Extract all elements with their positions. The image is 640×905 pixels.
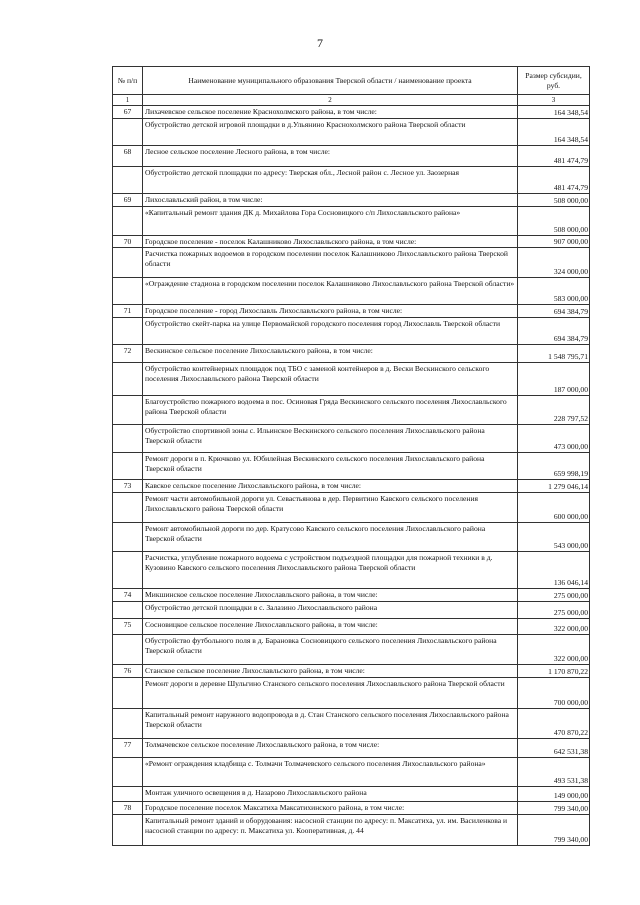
row-number [113, 523, 143, 552]
table-row [113, 318, 590, 345]
row-name: Лихославльский район, в том числе: [143, 194, 518, 207]
row-amount: 1 548 795,71 [518, 345, 590, 363]
table-row [113, 480, 590, 493]
row-name: Расчистка пожарных водоемов в городском поселении поселок Калашниково Лихославльского района Тверской области [143, 248, 518, 278]
table-row [113, 305, 590, 318]
table-row [113, 194, 590, 207]
table-row [113, 119, 590, 146]
index-cell: 1 [113, 95, 143, 106]
row-name: Обустройство контейнерных площадок под ТБО с заменой контейнеров в д. Вески Вескинского сельского поселения Лихославльского района Тверской области [143, 363, 518, 396]
row-number: 77 [113, 739, 143, 758]
row-amount: 164 348,54 [518, 106, 590, 119]
row-amount: 659 998,19 [518, 453, 590, 480]
row-amount: 275 000,00 [518, 589, 590, 602]
row-name: «Ограждение стадиона в городском поселении поселок Калашниково Лихославльского района Тверской области» [143, 278, 518, 305]
row-number: 67 [113, 106, 143, 119]
subsidy-table [112, 66, 590, 846]
row-name: Лихачевское сельское поселение Краснохолмского района, в том числе: [143, 106, 518, 119]
table-row [113, 589, 590, 602]
row-number: 69 [113, 194, 143, 207]
table-body [113, 67, 590, 846]
row-name: Ремонт автомобильной дороги по дер. Кратусово Кавского сельского поселения Лихославльского района Тверской области [143, 523, 518, 552]
table-row [113, 236, 590, 248]
row-number [113, 363, 143, 396]
table-row [113, 493, 590, 523]
table-row [113, 635, 590, 665]
row-name: Обустройство детской площадки в с. Залазино Лихославльского района [143, 602, 518, 619]
table-row [113, 787, 590, 802]
row-number [113, 552, 143, 589]
row-name: «Капитальный ремонт здания ДК д. Михайлова Гора Сосновицкого с/п Лихославльского района» [143, 207, 518, 236]
row-name: Обустройство скейт-парка на улице Первомайской городского поселения город Лихославль Тверской области [143, 318, 518, 345]
row-name: Благоустройство пожарного водоема в пос. Осиновая Гряда Вескинского сельского поселения Лихославльского района Тверской области [143, 396, 518, 425]
table-row [113, 363, 590, 396]
row-amount: 600 000,00 [518, 493, 590, 523]
table-row [113, 146, 590, 167]
row-amount: 187 000,00 [518, 363, 590, 396]
row-name: Монтаж уличного освещения в д. Назарово Лихославльского района [143, 787, 518, 802]
row-name: Станское сельское поселение Лихославльского района, в том числе: [143, 665, 518, 678]
row-name: Обустройство спортивной зоны с. Ильинское Вескинского сельского поселения Лихославльского района Тверской области [143, 425, 518, 453]
row-amount: 700 000,00 [518, 678, 590, 709]
row-name: Расчистка, углубление пожарного водоема с устройством подъездной площадки для пожарной техники в д. Кузовино Кавского сельского поселения Лихославльского района Тверской области [143, 552, 518, 589]
table-row [113, 552, 590, 589]
table-row [113, 802, 590, 815]
index-row [113, 95, 590, 106]
row-name: Толмачевское сельское поселение Лихославльского района, в том числе: [143, 739, 518, 758]
row-amount: 907 000,00 [518, 236, 590, 248]
index-cell: 3 [518, 95, 590, 106]
table-row [113, 345, 590, 363]
row-number [113, 758, 143, 787]
header-row [113, 67, 590, 95]
table-row [113, 278, 590, 305]
row-amount: 164 348,54 [518, 119, 590, 146]
row-name: Городское поселение поселок Максатиха Максатихинского района, в том числе: [143, 802, 518, 815]
row-amount: 149 000,00 [518, 787, 590, 802]
row-name: Ремонт дороги в п. Крючково ул. Юбилейная Вескинского сельского поселения Лихославльского района Тверской области [143, 453, 518, 480]
row-amount: 322 000,00 [518, 619, 590, 635]
row-number [113, 787, 143, 802]
row-amount: 324 000,00 [518, 248, 590, 278]
row-number [113, 815, 143, 846]
row-amount: 275 000,00 [518, 602, 590, 619]
row-amount: 508 000,00 [518, 194, 590, 207]
row-number [113, 493, 143, 523]
row-number [113, 396, 143, 425]
table-row [113, 396, 590, 425]
row-number [113, 678, 143, 709]
row-number [113, 119, 143, 146]
row-number: 74 [113, 589, 143, 602]
row-amount: 322 000,00 [518, 635, 590, 665]
row-name: Сосновицкое сельское поселение Лихославльского района, в том числе: [143, 619, 518, 635]
row-amount: 799 340,00 [518, 802, 590, 815]
row-number [113, 453, 143, 480]
row-number [113, 248, 143, 278]
table-row [113, 678, 590, 709]
row-number [113, 635, 143, 665]
row-amount: 473 000,00 [518, 425, 590, 453]
row-amount: 136 046,14 [518, 552, 590, 589]
row-amount: 481 474,79 [518, 146, 590, 167]
row-amount: 694 384,79 [518, 305, 590, 318]
row-number: 75 [113, 619, 143, 635]
row-name: Обустройство футбольного поля в д. Барановка Сосновицкого сельского поселения Лихославльского района Тверской области [143, 635, 518, 665]
table-row [113, 815, 590, 846]
row-name: Капитальный ремонт зданий и оборудования: насосной станции по адресу: п. Максатиха, ул. им. Василенкова и насосной станции по адресу: п. Максатиха ул. Кооперативная, д. 44 [143, 815, 518, 846]
row-number: 68 [113, 146, 143, 167]
row-amount: 1 170 870,22 [518, 665, 590, 678]
row-number [113, 167, 143, 194]
row-number [113, 207, 143, 236]
row-number [113, 278, 143, 305]
table-row [113, 619, 590, 635]
table-row [113, 758, 590, 787]
row-name: Вескинское сельское поселение Лихославльского района, в том числе: [143, 345, 518, 363]
table-row [113, 425, 590, 453]
header-num: № п/п [113, 67, 143, 95]
table-row [113, 523, 590, 552]
row-name: Обустройство детской игровой площадки в д.Ульянино Краснохолмского района Тверской области [143, 119, 518, 146]
header-name: Наименование муниципального образования Тверской области / наименование проекта [143, 67, 518, 95]
row-amount: 694 384,79 [518, 318, 590, 345]
row-name: Городское поселение - город Лихославль Лихославльского района, в том числе: [143, 305, 518, 318]
table-row [113, 709, 590, 739]
row-amount: 470 870,22 [518, 709, 590, 739]
row-name: Микшинское сельское поселение Лихославльского района, в том числе: [143, 589, 518, 602]
table-row [113, 453, 590, 480]
row-name: «Ремонт ограждения кладбища с. Толмачи Толмачевского сельского поселения Лихославльского района» [143, 758, 518, 787]
table-row [113, 106, 590, 119]
table-row [113, 602, 590, 619]
table-row [113, 167, 590, 194]
row-amount: 799 340,00 [518, 815, 590, 846]
header-amount: Размер субсидии, руб. [518, 67, 590, 95]
table-row [113, 739, 590, 758]
row-number [113, 709, 143, 739]
row-amount: 493 531,38 [518, 758, 590, 787]
row-number: 70 [113, 236, 143, 248]
row-name: Ремонт части автомобильной дороги ул. Севастьянова в дер. Первитино Кавского сельского поселения Лихославльского района Тверской области [143, 493, 518, 523]
table-row [113, 665, 590, 678]
row-number [113, 318, 143, 345]
row-amount: 1 279 046,14 [518, 480, 590, 493]
row-name: Кавское сельское поселение Лихославльского района, в том числе: [143, 480, 518, 493]
row-number: 71 [113, 305, 143, 318]
row-name: Городское поселение - поселок Калашниково Лихославльского района, в том числе: [143, 236, 518, 248]
row-amount: 642 531,38 [518, 739, 590, 758]
row-number: 78 [113, 802, 143, 815]
row-name: Лесное сельское поселение Лесного района, в том числе: [143, 146, 518, 167]
row-amount: 228 797,52 [518, 396, 590, 425]
row-number: 72 [113, 345, 143, 363]
row-number: 76 [113, 665, 143, 678]
row-number [113, 425, 143, 453]
row-name: Капитальный ремонт наружного водопровода в д. Стан Станского сельского поселения Лихославльского района Тверской области [143, 709, 518, 739]
row-name: Ремонт дороги в деревне Шульгино Станского сельского поселения Лихославльского района Тверской области [143, 678, 518, 709]
row-amount: 543 000,00 [518, 523, 590, 552]
row-number [113, 602, 143, 619]
row-number: 73 [113, 480, 143, 493]
page-number: 7 [317, 36, 323, 50]
table-row [113, 207, 590, 236]
table-row [113, 248, 590, 278]
row-amount: 583 000,00 [518, 278, 590, 305]
row-amount: 508 000,00 [518, 207, 590, 236]
index-cell: 2 [143, 95, 518, 106]
row-amount: 481 474,79 [518, 167, 590, 194]
row-name: Обустройство детской площадки по адресу: Тверская обл., Лесной район с. Лесное ул. Заозерная [143, 167, 518, 194]
